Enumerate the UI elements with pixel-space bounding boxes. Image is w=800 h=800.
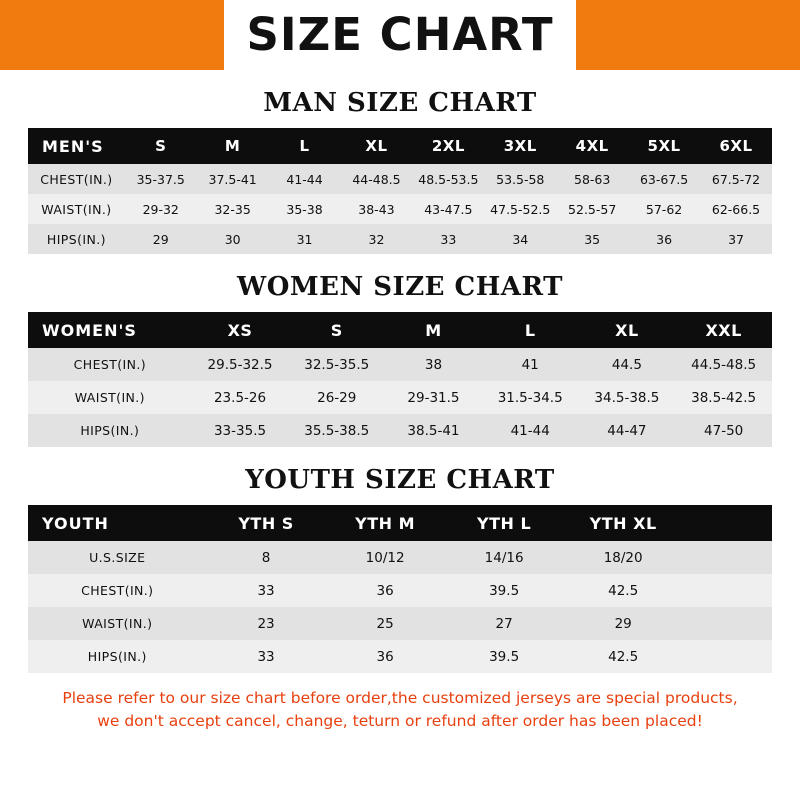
- youth-table-wrap: [0, 505, 800, 673]
- women-waist-m: 29-31.5: [385, 381, 482, 414]
- youth-row-waist-label: WAIST(IN.): [28, 607, 207, 640]
- youth-col-l: YTH L: [445, 505, 564, 541]
- women-corner-label: WOMEN'S: [28, 312, 192, 348]
- women-hips-m: 38.5-41: [385, 414, 482, 447]
- man-hips-xl: 32: [341, 224, 413, 254]
- table-row: [28, 414, 772, 447]
- youth-chest-l: 39.5: [445, 574, 564, 607]
- man-waist-4xl: 52.5-57: [556, 194, 628, 224]
- women-hips-xl: 44-47: [579, 414, 676, 447]
- youth-row-chest-label: CHEST(IN.): [28, 574, 207, 607]
- youth-hips-l: 39.5: [445, 640, 564, 673]
- man-hips-3xl: 34: [484, 224, 556, 254]
- youth-chest-s: 33: [207, 574, 326, 607]
- man-col-6xl: 6XL: [700, 128, 772, 164]
- man-col-5xl: 5XL: [628, 128, 700, 164]
- man-chest-5xl: 63-67.5: [628, 164, 700, 194]
- man-chest-3xl: 53.5-58: [484, 164, 556, 194]
- table-row: [28, 164, 772, 194]
- youth-waist-s: 23: [207, 607, 326, 640]
- man-col-l: L: [269, 128, 341, 164]
- man-waist-s: 29-32: [125, 194, 197, 224]
- man-waist-2xl: 43-47.5: [412, 194, 484, 224]
- women-size-table: [28, 312, 772, 447]
- table-row: [28, 640, 772, 673]
- man-chest-6xl: 67.5-72: [700, 164, 772, 194]
- youth-waist-m: 25: [326, 607, 445, 640]
- man-col-xl: XL: [341, 128, 413, 164]
- youth-chest-xl: 42.5: [564, 574, 683, 607]
- man-waist-5xl: 57-62: [628, 194, 700, 224]
- man-chest-2xl: 48.5-53.5: [412, 164, 484, 194]
- table-row: [28, 381, 772, 414]
- youth-col-m: YTH M: [326, 505, 445, 541]
- women-col-l: L: [482, 312, 579, 348]
- table-row: [28, 541, 772, 574]
- women-waist-xxl: 38.5-42.5: [675, 381, 772, 414]
- table-row: [28, 224, 772, 254]
- man-hips-m: 30: [197, 224, 269, 254]
- table-row: [28, 194, 772, 224]
- man-chest-s: 35-37.5: [125, 164, 197, 194]
- man-waist-6xl: 62-66.5: [700, 194, 772, 224]
- women-col-s: S: [288, 312, 385, 348]
- man-hips-6xl: 37: [700, 224, 772, 254]
- youth-spacer-cell: [683, 607, 772, 640]
- table-header-row: [28, 312, 772, 348]
- women-col-xs: XS: [192, 312, 289, 348]
- man-hips-s: 29: [125, 224, 197, 254]
- youth-section-title: YOUTH SIZE CHART: [245, 465, 555, 495]
- man-waist-m: 32-35: [197, 194, 269, 224]
- youth-spacer-cell: [683, 640, 772, 673]
- youth-size-table: [28, 505, 772, 673]
- man-hips-l: 31: [269, 224, 341, 254]
- man-chest-m: 37.5-41: [197, 164, 269, 194]
- man-row-hips-label: HIPS(IN.): [28, 224, 125, 254]
- youth-waist-l: 27: [445, 607, 564, 640]
- banner-right-block: [714, 0, 800, 70]
- man-col-2xl: 2XL: [412, 128, 484, 164]
- page-title: SIZE CHART: [224, 0, 575, 70]
- banner-left-block: [0, 0, 86, 70]
- youth-row-hips-label: HIPS(IN.): [28, 640, 207, 673]
- women-waist-xs: 23.5-26: [192, 381, 289, 414]
- man-col-s: S: [125, 128, 197, 164]
- women-hips-s: 35.5-38.5: [288, 414, 385, 447]
- women-row-hips-label: HIPS(IN.): [28, 414, 192, 447]
- youth-hips-m: 36: [326, 640, 445, 673]
- women-hips-l: 41-44: [482, 414, 579, 447]
- youth-hips-s: 33: [207, 640, 326, 673]
- man-hips-2xl: 33: [412, 224, 484, 254]
- youth-col-spacer: [683, 505, 772, 541]
- women-col-xxl: XXL: [675, 312, 772, 348]
- women-chest-xxl: 44.5-48.5: [675, 348, 772, 381]
- women-table-wrap: [0, 312, 800, 447]
- table-row: [28, 574, 772, 607]
- man-hips-4xl: 35: [556, 224, 628, 254]
- women-section-title: WOMEN SIZE CHART: [237, 272, 563, 302]
- youth-spacer-cell: [683, 574, 772, 607]
- man-corner-label: MEN'S: [28, 128, 125, 164]
- youth-ussize-m: 10/12: [326, 541, 445, 574]
- women-waist-l: 31.5-34.5: [482, 381, 579, 414]
- women-chest-xl: 44.5: [579, 348, 676, 381]
- women-col-m: M: [385, 312, 482, 348]
- header-banner: [0, 0, 800, 70]
- youth-chest-m: 36: [326, 574, 445, 607]
- youth-corner-label: YOUTH: [28, 505, 207, 541]
- table-header-row: [28, 128, 772, 164]
- women-chest-l: 41: [482, 348, 579, 381]
- table-row: [28, 348, 772, 381]
- policy-note-line-1: Please refer to our size chart before order,the customized jerseys are special products,: [62, 689, 738, 707]
- man-table-wrap: [0, 128, 800, 254]
- women-hips-xxl: 47-50: [675, 414, 772, 447]
- man-chest-xl: 44-48.5: [341, 164, 413, 194]
- youth-spacer-cell: [683, 541, 772, 574]
- youth-ussize-s: 8: [207, 541, 326, 574]
- table-header-row: [28, 505, 772, 541]
- man-row-waist-label: WAIST(IN.): [28, 194, 125, 224]
- women-waist-xl: 34.5-38.5: [579, 381, 676, 414]
- man-chest-l: 41-44: [269, 164, 341, 194]
- women-row-chest-label: CHEST(IN.): [28, 348, 192, 381]
- man-col-3xl: 3XL: [484, 128, 556, 164]
- man-waist-l: 35-38: [269, 194, 341, 224]
- women-chest-s: 32.5-35.5: [288, 348, 385, 381]
- youth-hips-xl: 42.5: [564, 640, 683, 673]
- man-waist-xl: 38-43: [341, 194, 413, 224]
- youth-ussize-l: 14/16: [445, 541, 564, 574]
- women-row-waist-label: WAIST(IN.): [28, 381, 192, 414]
- women-chest-m: 38: [385, 348, 482, 381]
- youth-col-s: YTH S: [207, 505, 326, 541]
- youth-waist-xl: 29: [564, 607, 683, 640]
- man-chest-4xl: 58-63: [556, 164, 628, 194]
- man-waist-3xl: 47.5-52.5: [484, 194, 556, 224]
- women-hips-xs: 33-35.5: [192, 414, 289, 447]
- women-waist-s: 26-29: [288, 381, 385, 414]
- man-section-title: MAN SIZE CHART: [263, 88, 537, 118]
- youth-row-ussize-label: U.S.SIZE: [28, 541, 207, 574]
- youth-col-xl: YTH XL: [564, 505, 683, 541]
- man-col-4xl: 4XL: [556, 128, 628, 164]
- table-row: [28, 607, 772, 640]
- man-hips-5xl: 36: [628, 224, 700, 254]
- man-col-m: M: [197, 128, 269, 164]
- women-col-xl: XL: [579, 312, 676, 348]
- man-size-table: [28, 128, 772, 254]
- man-row-chest-label: CHEST(IN.): [28, 164, 125, 194]
- women-chest-xs: 29.5-32.5: [192, 348, 289, 381]
- policy-note: [0, 687, 800, 734]
- policy-note-line-2: we don't accept cancel, change, teturn or refund after order has been placed!: [97, 712, 703, 731]
- youth-ussize-xl: 18/20: [564, 541, 683, 574]
